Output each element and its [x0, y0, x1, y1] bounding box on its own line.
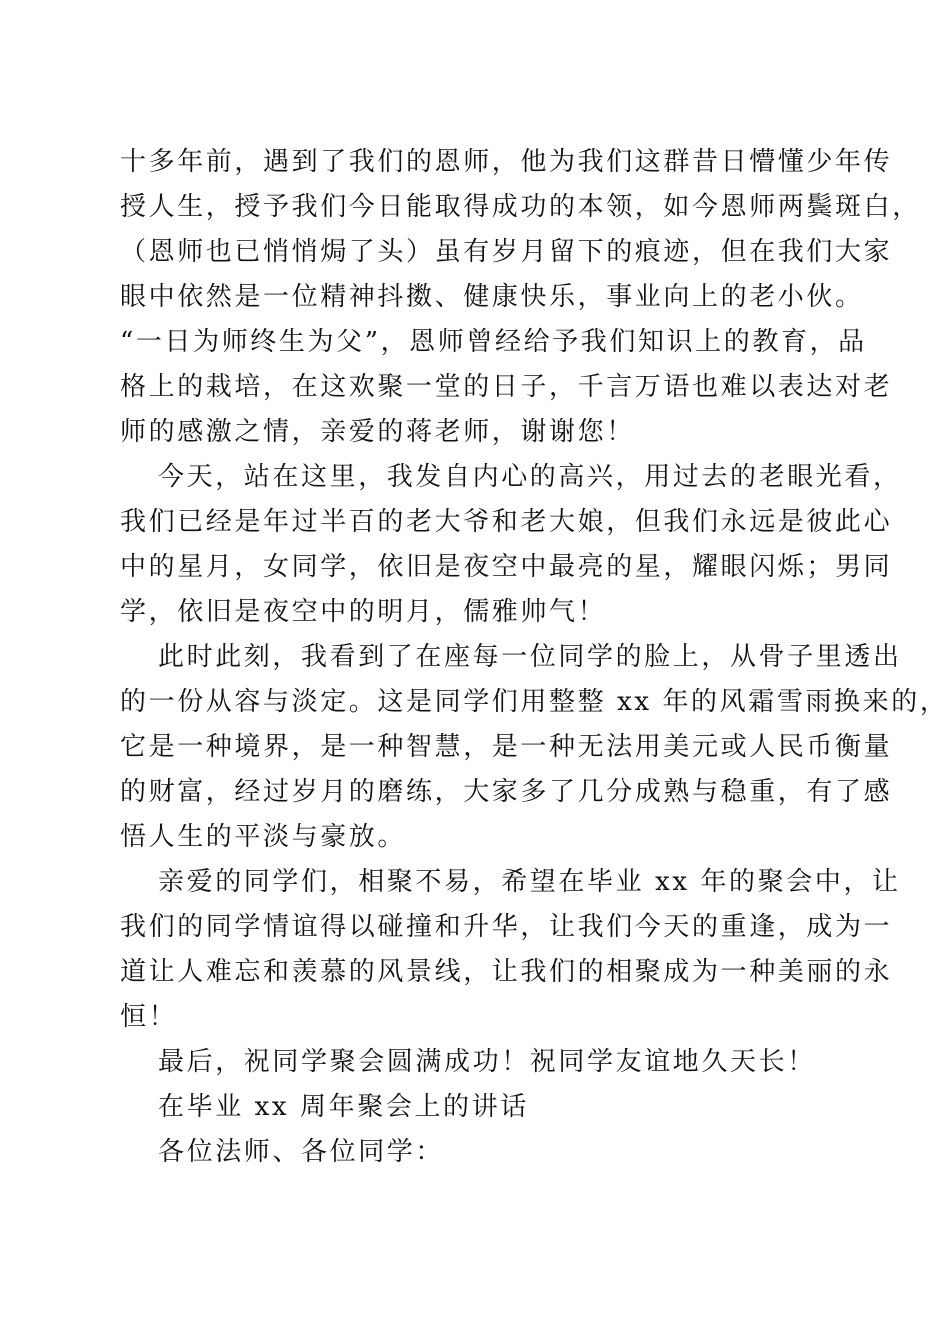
- text-line: 道让人难忘和羡慕的风景线，让我们的相聚成为一种美丽的永: [120, 957, 893, 987]
- text-line: 格上的栽培，在这欢聚一堂的日子，千言万语也难以表达对老: [120, 372, 893, 402]
- text-line: 授人生，授予我们今日能取得成功的本领，如今恩师两鬓斑白，: [120, 192, 921, 222]
- paragraph-first-line: 最后，祝同学聚会圆满成功！祝同学友谊地久天长！: [158, 1047, 816, 1077]
- text-line: 十多年前，遇到了我们的恩师，他为我们这群昔日懵懂少年传: [120, 147, 893, 177]
- text-line: 学，依旧是夜空中的明月，儒雅帅气！: [120, 597, 607, 627]
- text-line: 中的星月，女同学，依旧是夜空中最亮的星，耀眼闪烁；男同: [120, 552, 893, 582]
- text-line: 我们已经是年过半百的老大爷和老大娘，但我们永远是彼此心: [120, 507, 893, 537]
- speech-title: 在毕业 xx 周年聚会上的讲话: [158, 1092, 529, 1122]
- text-line: （恩师也已悄悄焗了头）虽有岁月留下的痕迹，但在我们大家: [120, 237, 893, 267]
- paragraph-first-line: 亲爱的同学们，相聚不易，希望在毕业 xx 年的聚会中，让: [158, 867, 901, 897]
- text-line: 我们的同学情谊得以碰撞和升华，让我们今天的重逢，成为一: [120, 912, 893, 942]
- text-line: 恒！: [120, 1002, 178, 1032]
- paragraph-first-line: 今天，站在这里，我发自内心的高兴，用过去的老眼光看，: [158, 462, 902, 492]
- text-line: “一日为师终生为父”，恩师曾经给予我们知识上的教育，品: [120, 327, 867, 357]
- paragraph-first-line: 此时此刻，我看到了在座每一位同学的脸上，从骨子里透出: [158, 642, 902, 672]
- text-line: 悟人生的平淡与豪放。: [120, 822, 407, 852]
- text-line: 它是一种境界，是一种智慧，是一种无法用美元或人民币衡量: [120, 732, 893, 762]
- salutation: 各位法师、各位同学：: [158, 1137, 445, 1167]
- text-line: 师的感激之情，亲爱的蒋老师，谢谢您！: [120, 417, 635, 447]
- text-line: 的一份从容与淡定。这是同学们用整整 xx 年的风霜雪雨换来的，: [120, 687, 949, 717]
- text-line: 眼中依然是一位精神抖擞、健康快乐，事业向上的老小伙。: [120, 282, 864, 312]
- text-line: 的财富，经过岁月的磨练，大家多了几分成熟与稳重，有了感: [120, 777, 893, 807]
